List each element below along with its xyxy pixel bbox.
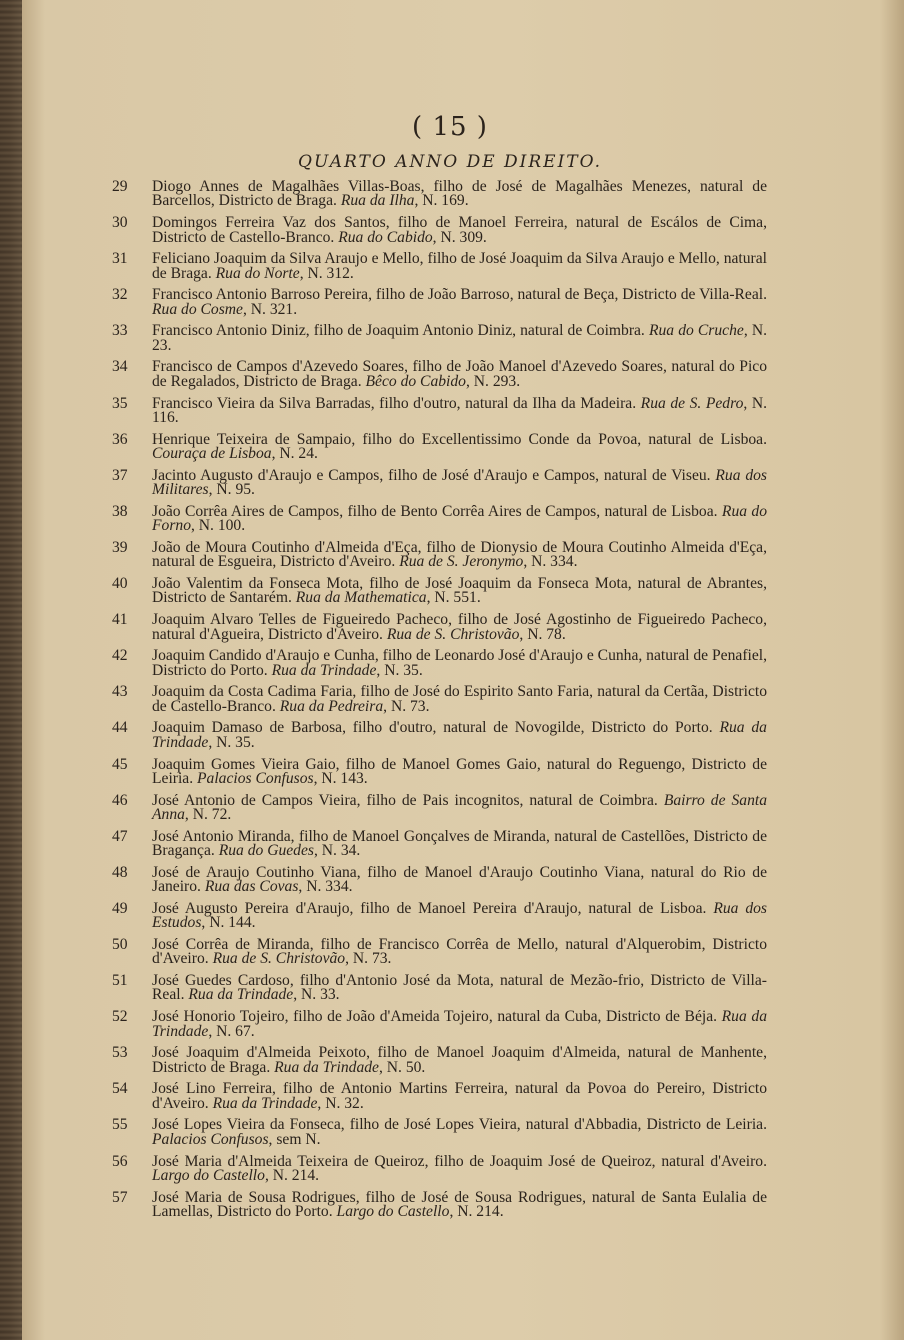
- entry-text: [152, 866, 767, 895]
- entry-street: Bêco do Cabido: [365, 372, 466, 390]
- entry-number: 35: [112, 396, 128, 412]
- entry-house-number: , N. 34.: [313, 842, 361, 860]
- entry-number: 53: [112, 1046, 128, 1062]
- entry-street: Rua de S. Christovão: [386, 625, 520, 643]
- entry-number: 29: [112, 180, 128, 195]
- entry-street: Largo do Castello: [152, 1166, 265, 1184]
- entry-description: Francisco Vieira da Silva Barradas, filho d'outro, natural da Ilha da Madeira.: [152, 396, 637, 412]
- entry-description: José Antonio de Campos Vieira, filho de Pais incognitos, natural de Coimbra.: [152, 793, 658, 809]
- entry-house-number: , N. 73.: [345, 950, 392, 968]
- entry-house-number: , N. 23.: [152, 324, 767, 354]
- list-item: [112, 469, 767, 505]
- entry-street: Rua do Guedes: [218, 842, 314, 860]
- entry-description: Francisco Antonio Diniz, filho de Joaquim Antonio Diniz, natural de Coimbra.: [152, 324, 645, 340]
- entry-street: Largo do Castello: [336, 1203, 450, 1221]
- entry-street: Rua de S. Christovão: [212, 950, 346, 968]
- entry-house-number: , N. 144.: [201, 914, 256, 932]
- entry-text: [152, 794, 767, 823]
- entry-number: 36: [112, 432, 128, 448]
- list-item: [112, 433, 767, 469]
- entry-text: [152, 288, 767, 317]
- entry-text: [152, 577, 767, 606]
- entry-text: [152, 541, 767, 570]
- entry-house-number: , N. 35.: [208, 733, 255, 751]
- entry-house-number: , N. 143.: [313, 769, 368, 787]
- entry-description: Francisco de Campos d'Azevedo Soares, filho de João Manoel d'Azevedo Soares, natural do Pico de Regalados, Districto de Braga.: [152, 360, 767, 390]
- entry-description: João Valentim da Fonseca Mota, filho de José Joaquim da Fonseca Mota, natural de Abrantes, Districto de Santarém.: [152, 577, 767, 607]
- entry-description: José Honorio Tojeiro, filho de João d'Ameida Tojeiro, natural da Cuba, Districto de Béja.: [152, 1010, 718, 1026]
- entry-number: 40: [112, 577, 128, 593]
- entry-number: 32: [112, 288, 128, 304]
- entry-street: Couraça de Lisboa: [152, 445, 272, 463]
- entry-description: Joaquim Gomes Vieira Gaio, filho de Manoel Gomes Gaio, natural do Reguengo, Districto de Leiria.: [152, 757, 767, 787]
- entry-house-number: , N. 35.: [376, 661, 423, 679]
- entry-text: [152, 685, 767, 714]
- list-item: [112, 1082, 767, 1118]
- list-item: [112, 577, 767, 613]
- entry-street: Rua do Forno: [152, 504, 767, 535]
- entry-street: Rua da Trindade: [152, 721, 767, 751]
- entry-description: João Corrêa Aires de Campos, filho de Bento Corrêa Aires de Campos, natural de Lisboa.: [152, 504, 718, 520]
- entry-house-number: , N. 73.: [383, 697, 430, 715]
- entry-description: Henrique Teixeira de Sampaio, filho do Excellentissimo Conde da Povoa, natural de Lisboa.: [152, 432, 767, 448]
- entry-house-number: , N. 50.: [378, 1058, 426, 1076]
- entry-text: [152, 360, 767, 389]
- entry-text: [152, 1082, 767, 1111]
- entry-text: [152, 830, 767, 859]
- list-item: [112, 541, 767, 577]
- entry-street: Rua da Trindade: [188, 986, 294, 1004]
- entry-description: José Lino Ferreira, filho de Antonio Martins Ferreira, natural da Povoa do Pereiro, Districto d'Aveiro.: [152, 1082, 767, 1112]
- entry-text: [152, 1191, 767, 1220]
- entry-text: [152, 902, 767, 931]
- entry-number: 46: [112, 793, 128, 809]
- entry-number: 51: [112, 974, 128, 990]
- entry-list: [112, 180, 767, 1227]
- section-title: QUARTO ANNO DE DIREITO.: [298, 152, 602, 172]
- entry-street: Rua da Trindade: [212, 1094, 318, 1112]
- entry-house-number: , N. 309.: [432, 228, 487, 246]
- entry-number: 48: [112, 865, 128, 881]
- entry-house-number: , N. 95.: [208, 481, 255, 499]
- entry-street: Rua de S. Jeronymo: [399, 553, 524, 571]
- entry-number: 34: [112, 360, 128, 376]
- list-item: [112, 758, 767, 794]
- entry-street: Rua do Cruche: [648, 324, 744, 340]
- entry-number: 42: [112, 649, 128, 665]
- entry-street: Palacios Confusos: [197, 769, 314, 787]
- list-item: [112, 830, 767, 866]
- entry-house-number: , N. 67.: [208, 1022, 255, 1040]
- entry-text: [152, 433, 767, 462]
- list-item: [112, 288, 767, 324]
- entry-house-number: , N. 169.: [414, 192, 469, 210]
- entry-text: [152, 613, 767, 642]
- entry-number: 45: [112, 757, 128, 773]
- list-item: [112, 685, 767, 721]
- entry-house-number: , N. 321.: [242, 300, 298, 318]
- entry-text: [152, 974, 767, 1003]
- entry-description: João de Moura Coutinho d'Almeida d'Eça, filho de Dionysio de Moura Coutinho Almeida d'Eça, natural de Esgueira, Districto d'Aveiro.: [152, 540, 767, 571]
- list-item: [112, 505, 767, 541]
- entry-description: Diogo Annes de Magalhães Villas-Boas, filho de José de Magalhães Menezes, natural de Barcellos, Districto de Braga.: [152, 180, 767, 210]
- entry-description: José Augusto Pereira d'Araujo, filho de Manoel Pereira d'Araujo, natural de Lisboa.: [152, 901, 707, 917]
- entry-number: 49: [112, 901, 128, 917]
- entry-house-number: , N. 293.: [465, 372, 521, 390]
- entry-street: Rua da Trindade: [274, 1058, 379, 1076]
- entry-house-number: , N. 551.: [426, 589, 481, 607]
- entry-number: 31: [112, 252, 128, 268]
- entry-number: 43: [112, 685, 128, 701]
- entry-text: [152, 1155, 767, 1184]
- list-item: [112, 1046, 767, 1082]
- entry-description: José Maria d'Almeida Teixeira de Queiroz, filho de Joaquim José de Queiroz, natural d'Aveiro.: [152, 1154, 767, 1170]
- entry-description: José de Araujo Coutinho Viana, filho de Manoel d'Araujo Coutinho Viana, natural do Rio de Janeiro.: [152, 865, 767, 896]
- entry-description: José Lopes Vieira da Fonseca, filho de José Lopes Vieira, natural d'Abbadia, Districto de Leiria.: [152, 1118, 767, 1134]
- entry-number: 33: [112, 324, 128, 340]
- entry-street: Rua do Cabido: [338, 228, 433, 246]
- list-item: [112, 866, 767, 902]
- entry-number: 55: [112, 1118, 128, 1134]
- entry-house-number: , N. 116.: [152, 396, 767, 426]
- list-item: [112, 324, 767, 360]
- list-item: [112, 180, 767, 216]
- entry-number: 38: [112, 504, 128, 520]
- entry-description: Feliciano Joaquim da Silva Araujo e Mello, filho de José Joaquim da Silva Araujo e Mello, natural de Braga.: [152, 252, 767, 282]
- list-item: [112, 1118, 767, 1154]
- list-item: [112, 252, 767, 288]
- entry-house-number: , N. 32.: [317, 1094, 364, 1112]
- book-gutter: [0, 0, 22, 1340]
- entry-text: [152, 758, 767, 787]
- entry-number: 47: [112, 829, 128, 845]
- entry-text: [152, 721, 767, 750]
- entry-description: Joaquim Candido d'Araujo e Cunha, filho de Leonardo José d'Araujo e Cunha, natural de Penafiel, Districto do Porto.: [152, 649, 767, 679]
- entry-street: Rua de S. Pedro: [640, 396, 744, 412]
- entry-text: [152, 1010, 767, 1039]
- entry-house-number: , N. 334.: [523, 553, 578, 571]
- entry-number: 56: [112, 1154, 128, 1170]
- entry-description: José Maria de Sousa Rodrigues, filho de José de Sousa Rodrigues, natural de Santa Eulalia de Lamellas, Districto do Porto.: [152, 1190, 767, 1221]
- list-item: [112, 974, 767, 1010]
- entry-street: Rua da Trindade: [152, 1010, 767, 1040]
- entry-street: Rua da Ilha: [340, 192, 415, 210]
- entry-number: 30: [112, 216, 128, 232]
- entry-street: Palacios Confusos: [152, 1130, 269, 1148]
- list-item: [112, 1010, 767, 1046]
- entry-description: Francisco Antonio Barroso Pereira, filho de João Barroso, natural de Beça, Districto de Villa-Real.: [152, 288, 767, 304]
- list-item: [112, 902, 767, 938]
- entry-text: [152, 252, 767, 281]
- entry-number: 39: [112, 540, 128, 556]
- entry-house-number: , N. 72.: [184, 806, 232, 823]
- entry-street: Rua do Cosme: [152, 300, 243, 318]
- entry-house-number: , N. 24.: [271, 445, 318, 463]
- entry-number: 50: [112, 937, 128, 953]
- entry-text: [152, 505, 767, 534]
- entry-house-number: , N. 312.: [299, 264, 354, 282]
- list-item: [112, 721, 767, 757]
- entry-house-number: , N. 334.: [298, 878, 353, 896]
- entry-text: [152, 324, 767, 353]
- entry-street: Bairro de Santa Anna: [152, 793, 767, 823]
- entry-description: Joaquim Damaso de Barbosa, filho d'outro, natural de Novogilde, Districto do Porto.: [152, 721, 713, 737]
- entry-house-number: , N. 33.: [293, 986, 340, 1004]
- list-item: [112, 794, 767, 830]
- entry-house-number: , N. 214.: [264, 1166, 320, 1184]
- entry-street: Rua dos Militares: [152, 468, 767, 499]
- entry-description: José Corrêa de Miranda, filho de Francisco Corrêa de Mello, natural d'Alquerobim, Districto d'Aveiro.: [152, 937, 767, 968]
- list-item: [112, 1155, 767, 1191]
- entry-text: [152, 216, 767, 245]
- list-item: [112, 397, 767, 433]
- list-item: [112, 360, 767, 396]
- entry-house-number: , N. 100.: [190, 517, 246, 535]
- entry-street: Rua dos Estudos: [152, 901, 767, 932]
- entry-street: Rua da Pedreira: [279, 697, 384, 715]
- entry-house-number: , N. 214.: [449, 1203, 504, 1221]
- entry-number: 57: [112, 1190, 128, 1206]
- entry-house-number: , N. 78.: [519, 625, 566, 643]
- entry-description: José Joaquim d'Almeida Peixoto, filho de Manoel Joaquim d'Almeida, natural de Manhente, Districto de Braga.: [152, 1046, 767, 1076]
- page-number: ( 15 ): [412, 112, 488, 142]
- entry-street: Rua das Covas: [204, 878, 299, 896]
- entry-description: José Antonio Miranda, filho de Manoel Gonçalves de Miranda, natural de Castellões, Districto de Bragança.: [152, 829, 767, 860]
- list-item: [112, 649, 767, 685]
- entry-number: 52: [112, 1010, 128, 1026]
- entry-street: Rua da Trindade: [271, 661, 377, 679]
- entry-text: [152, 397, 767, 426]
- entry-number: 54: [112, 1082, 128, 1098]
- entry-number: 44: [112, 721, 128, 737]
- entry-street: Rua da Mathematica: [295, 589, 427, 607]
- entry-text: [152, 938, 767, 967]
- entry-street: Rua do Norte: [215, 264, 300, 282]
- list-item: [112, 216, 767, 252]
- entry-text: [152, 1046, 767, 1075]
- entry-description: Domingos Ferreira Vaz dos Santos, filho de Manoel Ferreira, natural de Escálos de Cima, Districto de Castello-Branco.: [152, 216, 767, 246]
- entry-text: [152, 469, 767, 498]
- entry-description: Joaquim Alvaro Telles de Figueiredo Pacheco, filho de José Agostinho de Figueiredo Pacheco, natural d'Agueira, Districto d'Aveiro.: [152, 613, 767, 643]
- entry-text: [152, 1118, 767, 1147]
- entry-description: Jacinto Augusto d'Araujo e Campos, filho de José d'Araujo e Campos, natural de Viseu.: [152, 468, 711, 484]
- list-item: [112, 938, 767, 974]
- entry-number: 41: [112, 613, 128, 629]
- list-item: [112, 613, 767, 649]
- entry-text: [152, 180, 767, 209]
- entry-description: José Guedes Cardoso, filho d'Antonio José da Mota, natural de Mezão-frio, Districto de Villa-Real.: [152, 974, 767, 1004]
- entry-description: Joaquim da Costa Cadima Faria, filho de José do Espirito Santo Faria, natural da Certãa, Districto de Castello-Branco.: [152, 685, 767, 715]
- entry-text: [152, 649, 767, 678]
- list-item: [112, 1191, 767, 1227]
- entry-house-number: , sem N.: [268, 1130, 321, 1148]
- entry-number: 37: [112, 468, 128, 484]
